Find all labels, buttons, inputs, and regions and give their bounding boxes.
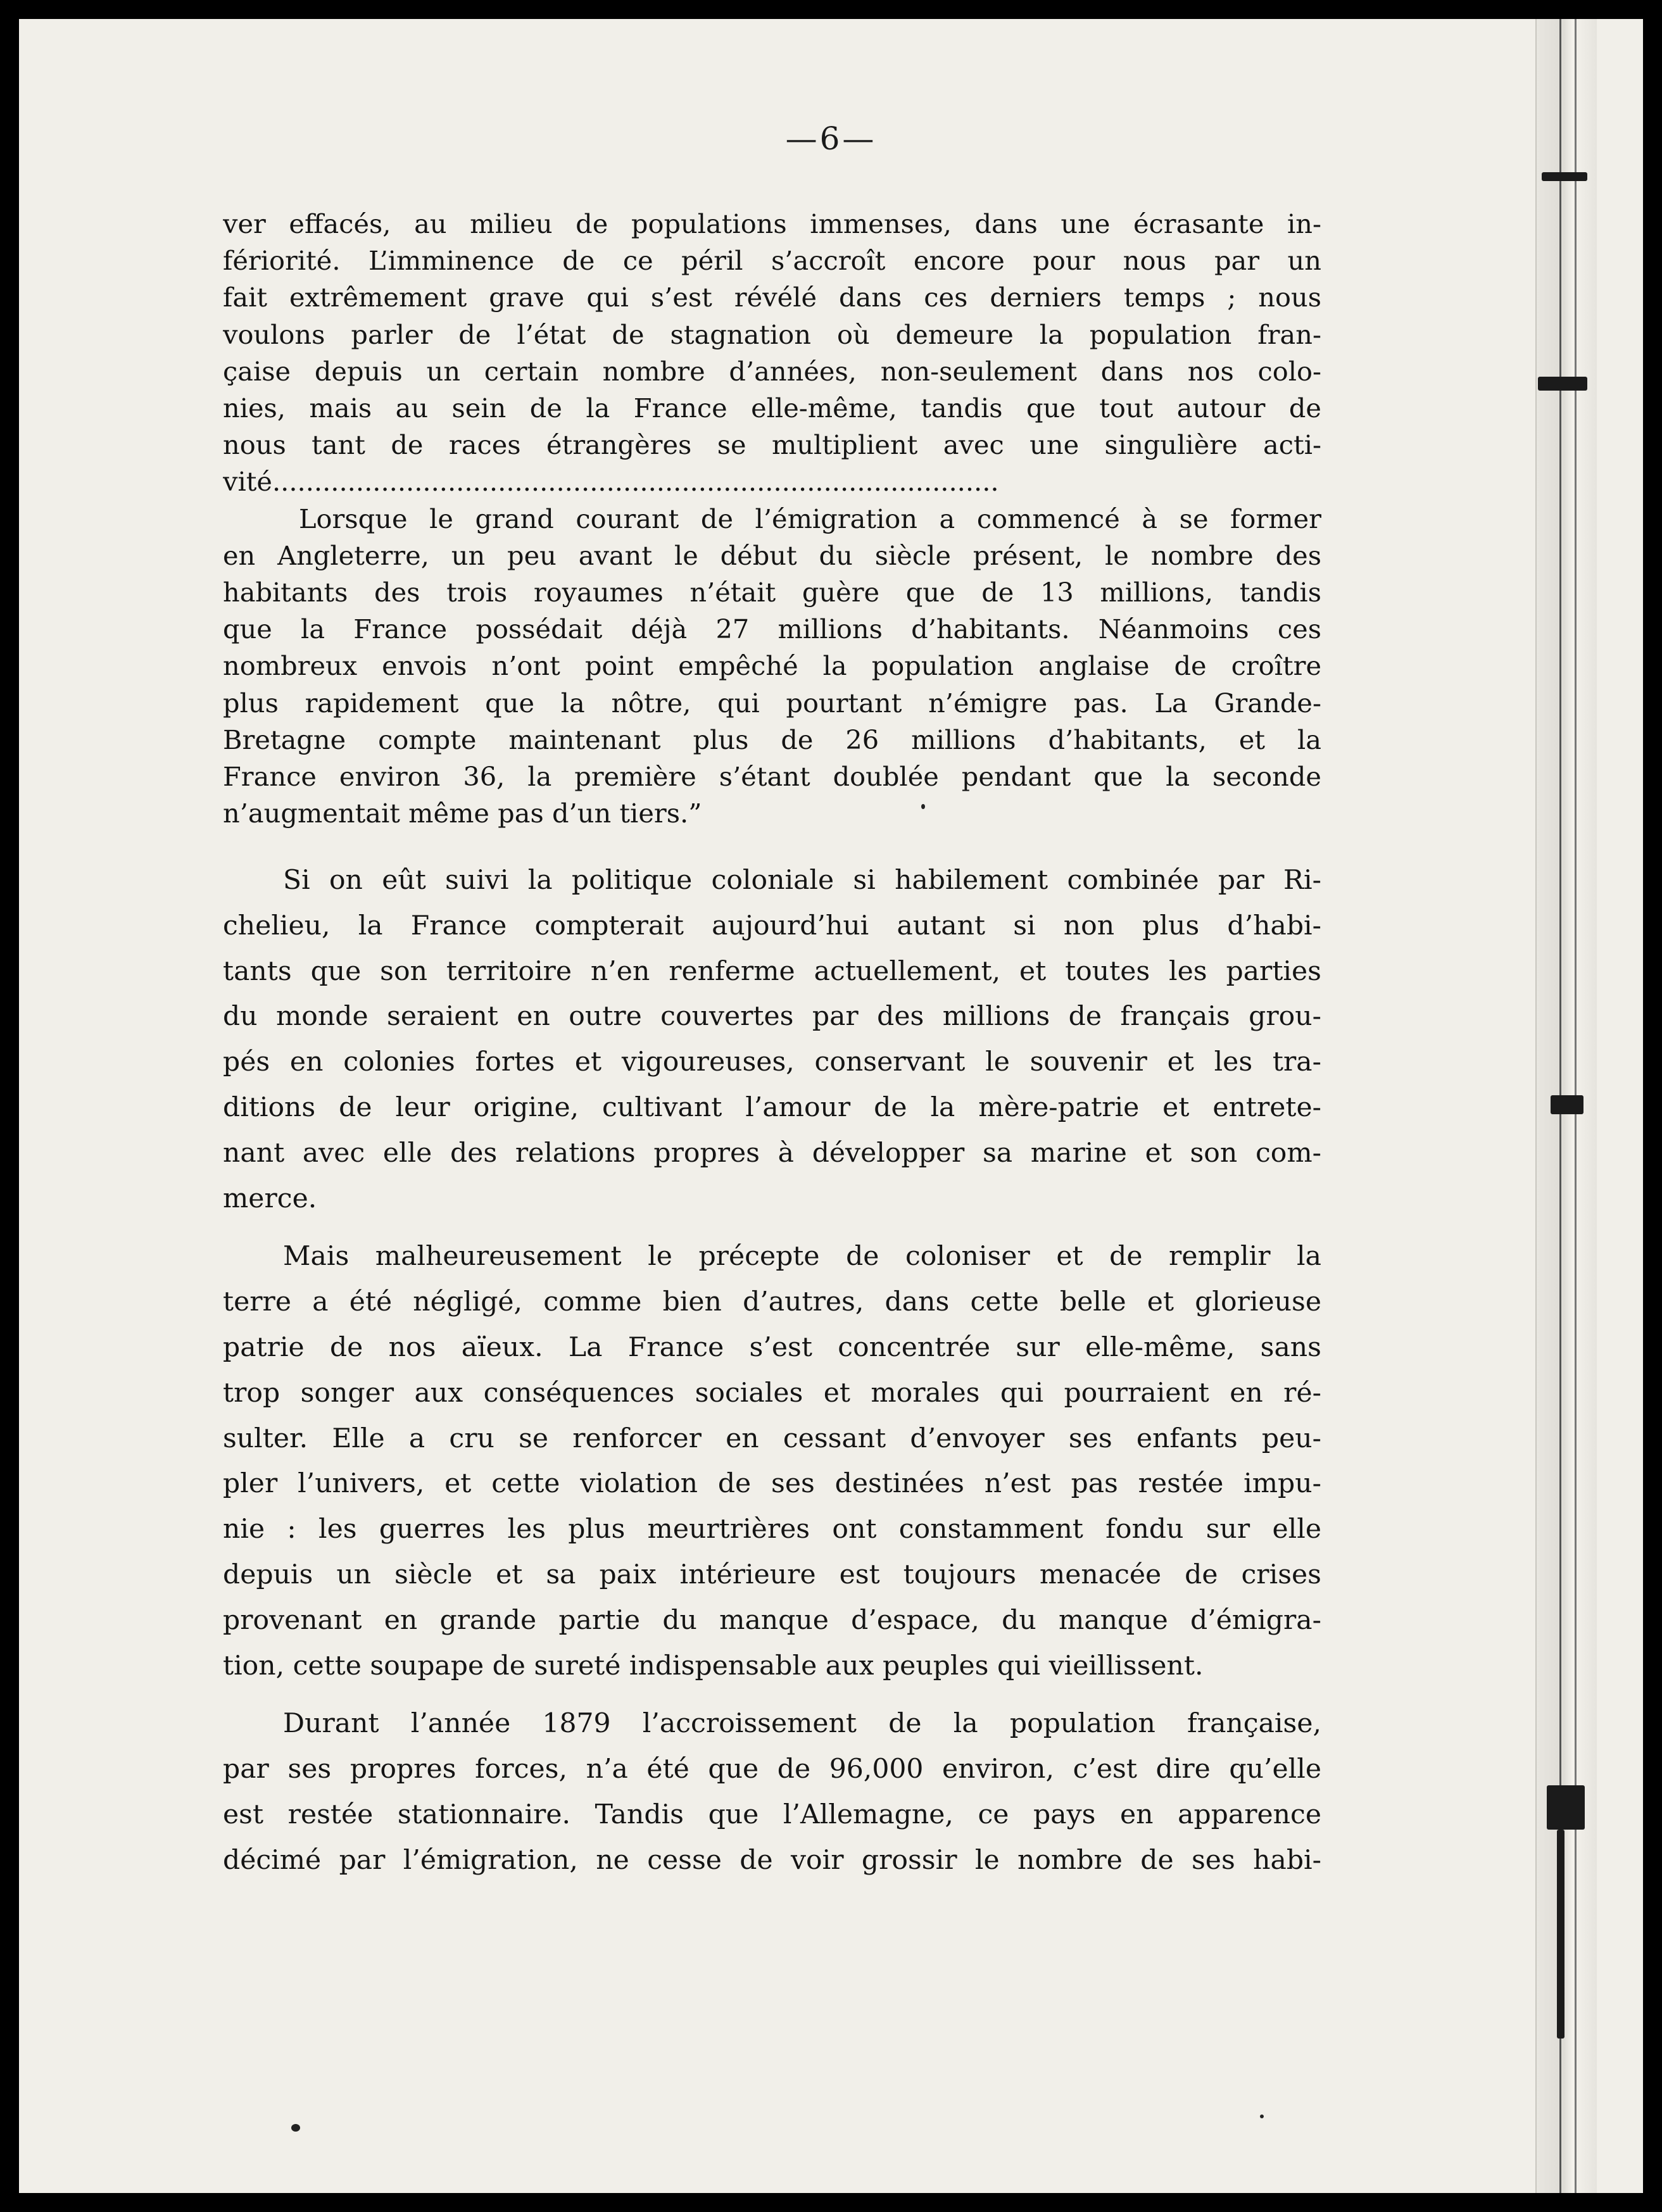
text-line: du monde seraient en outre couvertes par des millions de français grou-: [223, 1001, 1321, 1033]
text-line: Bretagne compte maintenant plus de 26 millions d’habitants, et la: [223, 724, 1321, 755]
text-line: depuis un siècle et sa paix intérieure est toujours menacée de crises: [223, 1559, 1321, 1590]
text-line: ver effacés, au milieu de populations immenses, dans une écrasante in-: [223, 208, 1321, 239]
text-line: ditions de leur origine, cultivant l’amour de la mère-patrie et entrete-: [223, 1091, 1321, 1123]
quoted-passage: [223, 206, 1321, 832]
text-line: fait extrêmement grave qui s’est révélé dans ces derniers temps ; nous: [223, 282, 1321, 313]
binding-thread-mark: [1547, 1785, 1585, 1830]
ink-speck: [921, 804, 925, 809]
text-line: que la France possédait déjà 27 millions d’habitants. Néanmoins ces: [223, 613, 1321, 645]
text-line: Durant l’année 1879 l’accroissement de la population française,: [283, 1708, 1321, 1740]
binding-thread-mark: [1538, 377, 1587, 391]
text-line: vité.......................................................................................: [223, 466, 999, 498]
text-line: pés en colonies fortes et vigoureuses, conservant le souvenir et les tra-: [223, 1046, 1321, 1078]
text-line: merce.: [223, 1183, 317, 1214]
text-line: tants que son territoire n’en renferme actuellement, et toutes les parties: [223, 955, 1321, 987]
text-line: nie : les guerres les plus meurtrières ont constamment fondu sur elle: [223, 1514, 1321, 1545]
scanned-page: [19, 19, 1643, 2193]
page-number: —6—: [785, 120, 877, 157]
book-spine: [1535, 19, 1597, 2193]
binding-thread: [1557, 1830, 1564, 2039]
text-line: Lorsque le grand courant de l’émigration a commencé à se former: [299, 503, 1321, 534]
text-line: pler l’univers, et cette violation de ses destinées n’est pas restée impu-: [223, 1468, 1321, 1500]
text-line: France environ 36, la première s’étant doublée pendant que la seconde: [223, 761, 1321, 793]
text-line: Mais malheureusement le précepte de coloniser et de remplir la: [283, 1241, 1321, 1273]
text-line: çaise depuis un certain nombre d’années, non-seulement dans nos colo-: [223, 355, 1321, 387]
text-line: est restée stationnaire. Tandis que l’Allemagne, ce pays en apparence: [223, 1799, 1321, 1830]
text-line: fériorité. L’imminence de ce péril s’accroît encore pour nous par un: [223, 245, 1321, 277]
text-line: en Angleterre, un peu avant le début du siècle présent, le nombre des: [223, 539, 1321, 571]
text-line: par ses propres forces, n’a été que de 96,000 environ, c’est dire qu’elle: [223, 1754, 1321, 1785]
text-line: Si on eût suivi la politique coloniale si habilement combinée par Ri-: [283, 865, 1321, 896]
text-line: provenant en grande partie du manque d’espace, du manque d’émigra-: [223, 1604, 1321, 1636]
text-line: nies, mais au sein de la France elle-même, tandis que tout autour de: [223, 393, 1321, 424]
body-text: [223, 858, 1321, 1883]
ink-speck: [1260, 2115, 1264, 2118]
text-line: décimé par l’émigration, ne cesse de voir grossir le nombre de ses habi-: [223, 1844, 1321, 1876]
text-line: trop songer aux conséquences sociales et morales qui pourraient en ré-: [223, 1377, 1321, 1409]
text-line: sulter. Elle a cru se renforcer en cessant d’envoyer ses enfants peu-: [223, 1423, 1321, 1454]
text-line: habitants des trois royaumes n’était guère que de 13 millions, tandis: [223, 577, 1321, 608]
text-line: patrie de nos aïeux. La France s’est concentrée sur elle-même, sans: [223, 1331, 1321, 1363]
paragraph: [223, 1701, 1321, 1883]
text-line: chelieu, la France compterait aujourd’hui autant si non plus d’habi-: [223, 910, 1321, 941]
paragraph: [223, 1234, 1321, 1688]
text-line: nant avec elle des relations propres à développer sa marine et son com-: [223, 1137, 1321, 1169]
text-line: tion, cette soupape de sureté indispensable aux peuples qui vieillissent.: [223, 1650, 1204, 1681]
text-line: terre a été négligé, comme bien d’autres, dans cette belle et glorieuse: [223, 1286, 1321, 1318]
text-line: voulons parler de l’état de stagnation où demeure la population fran-: [223, 318, 1321, 350]
paragraph-gap: [223, 1688, 1321, 1701]
text-line: nombreux envois n’ont point empêché la population anglaise de croître: [223, 650, 1321, 682]
paragraph: [223, 858, 1321, 1221]
text-line: plus rapidement que la nôtre, qui pourtant n’émigre pas. La Grande-: [223, 687, 1321, 719]
text-line: n’augmentait même pas d’un tiers.”: [223, 798, 702, 829]
binding-thread-mark: [1551, 1095, 1583, 1114]
text-line: nous tant de races étrangères se multiplient avec une singulière acti-: [223, 429, 1321, 461]
ink-speck: [291, 2124, 300, 2132]
binding-thread-mark: [1542, 172, 1587, 181]
paragraph-gap: [223, 1221, 1321, 1234]
